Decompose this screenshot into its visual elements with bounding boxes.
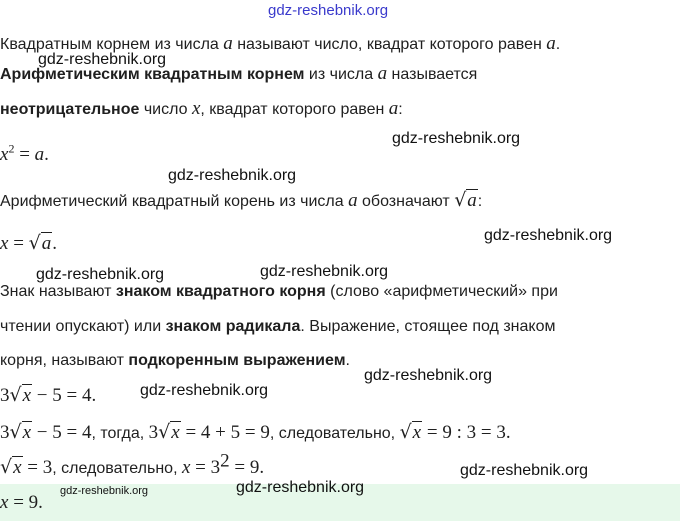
math-op: − 5 = 4 bbox=[32, 422, 92, 443]
watermark: gdz-reshebnik.org bbox=[168, 167, 297, 184]
exponent: 2 bbox=[8, 141, 15, 156]
text: . bbox=[555, 36, 561, 53]
radicand-sentence bbox=[0, 350, 350, 372]
bold-term: неотрицательное bbox=[0, 101, 140, 118]
sqrt-expression bbox=[454, 189, 478, 212]
solution-step-2 bbox=[0, 450, 265, 480]
text: число bbox=[139, 101, 192, 118]
math-var: x bbox=[0, 492, 9, 513]
definition-sentence-1 bbox=[0, 33, 560, 56]
math-op: = 9 : 3 = 3. bbox=[422, 422, 511, 443]
math-op: . bbox=[52, 233, 58, 254]
text: . Выражение, стоящее под знаком bbox=[300, 318, 556, 335]
radical-sign-icon: √ bbox=[9, 384, 22, 406]
sqrt-expression bbox=[0, 456, 23, 479]
math-num: 3 bbox=[0, 385, 10, 406]
bold-term: Арифметическим квадратным корнем bbox=[0, 66, 305, 83]
radical-sign-icon: √ bbox=[454, 189, 467, 211]
watermark: gdz-reshebnik.org bbox=[260, 263, 389, 280]
radicand: a bbox=[467, 190, 477, 211]
text: чтении опускают) или bbox=[0, 318, 166, 335]
radicand: x bbox=[13, 457, 22, 478]
sqrt-expression bbox=[29, 232, 53, 255]
text: Знак называют bbox=[0, 283, 116, 300]
text: : bbox=[398, 101, 403, 118]
radical-sign-sentence-1 bbox=[0, 281, 558, 303]
problem-equation bbox=[0, 384, 96, 407]
radicand: x bbox=[22, 385, 32, 406]
sqrt-expression bbox=[158, 421, 181, 444]
text: , следовательно, bbox=[269, 425, 400, 442]
math-op: = 3 bbox=[190, 457, 221, 478]
text: Арифметический квадратный корень из числа bbox=[0, 193, 349, 210]
watermark: gdz-reshebnik.org bbox=[268, 2, 389, 19]
radicand: x bbox=[412, 422, 422, 443]
math-num: 3 bbox=[0, 422, 10, 443]
radical-sign-icon: √ bbox=[399, 421, 412, 443]
radical-sign-icon: √ bbox=[28, 232, 41, 254]
watermark: gdz-reshebnik.org bbox=[236, 479, 365, 496]
text: корня, называют bbox=[0, 352, 129, 369]
math-var: a bbox=[34, 144, 45, 165]
equation-x-squared bbox=[0, 141, 49, 166]
text: называют число, квадрат которого равен bbox=[232, 36, 547, 53]
radicand: x bbox=[171, 422, 180, 443]
math-var: x bbox=[191, 98, 201, 119]
text: . bbox=[345, 352, 350, 369]
math-op: = 9. bbox=[8, 492, 43, 513]
watermark: gdz-reshebnik.org bbox=[140, 382, 269, 399]
math-var: a bbox=[377, 63, 388, 84]
math-op: = 4 + 5 = 9 bbox=[180, 422, 270, 443]
equation-x-equals-sqrt-a bbox=[0, 232, 57, 255]
sqrt-expression bbox=[400, 421, 423, 444]
watermark: gdz-reshebnik.org bbox=[38, 51, 167, 68]
text: Квадратным корнем из числа bbox=[0, 36, 224, 53]
text: из числа bbox=[304, 66, 378, 83]
radicand: a bbox=[41, 233, 52, 254]
math-var: x bbox=[181, 457, 191, 478]
text: (слово «арифметический» при bbox=[325, 283, 558, 300]
notation-sentence bbox=[0, 189, 482, 213]
text: называется bbox=[387, 66, 478, 83]
text: , квадрат которого равен bbox=[200, 101, 389, 118]
sqrt-expression bbox=[10, 421, 33, 444]
math-op: = bbox=[8, 233, 29, 254]
math-op: = 3 bbox=[22, 457, 53, 478]
math-var: x bbox=[0, 144, 9, 165]
definition-sentence-2 bbox=[0, 63, 477, 86]
radicand: x bbox=[22, 422, 32, 443]
math-op: = bbox=[14, 144, 35, 165]
math-var: a bbox=[348, 190, 358, 211]
math-op: = 9. bbox=[229, 457, 265, 478]
answer-equation bbox=[0, 492, 43, 514]
text: , следовательно, bbox=[52, 460, 182, 477]
math-var: a bbox=[388, 98, 399, 119]
math-num: 3 bbox=[148, 422, 159, 443]
watermark: gdz-reshebnik.org bbox=[364, 367, 493, 384]
math-var: x bbox=[0, 233, 9, 254]
watermark: gdz-reshebnik.org bbox=[460, 462, 589, 479]
watermark: gdz-reshebnik.org bbox=[392, 130, 521, 147]
text: : bbox=[477, 193, 483, 210]
radical-sign-icon: √ bbox=[0, 456, 13, 478]
math-var: a bbox=[223, 33, 233, 54]
watermark: gdz-reshebnik.org bbox=[484, 227, 613, 244]
bold-term: знаком радикала bbox=[165, 318, 301, 335]
watermark: gdz-reshebnik.org bbox=[36, 266, 165, 283]
radical-sign-icon: √ bbox=[158, 421, 171, 443]
text: , тогда, bbox=[91, 425, 149, 442]
bold-term: знаком квадратного корня bbox=[115, 283, 326, 300]
math-op: − 5 = 4. bbox=[32, 385, 97, 406]
sqrt-expression bbox=[10, 384, 33, 407]
radical-sign-icon: √ bbox=[9, 421, 22, 443]
bold-term: подкоренным выражением bbox=[128, 352, 346, 369]
watermark: gdz-reshebnik.org bbox=[60, 485, 149, 497]
text: обозначают bbox=[357, 193, 455, 210]
definition-sentence-3 bbox=[0, 98, 403, 121]
solution-step-1 bbox=[0, 421, 511, 445]
math-var: a bbox=[546, 33, 556, 54]
exponent: 2 bbox=[220, 450, 230, 472]
math-op: . bbox=[44, 144, 49, 165]
radical-sign-sentence-2 bbox=[0, 316, 555, 338]
